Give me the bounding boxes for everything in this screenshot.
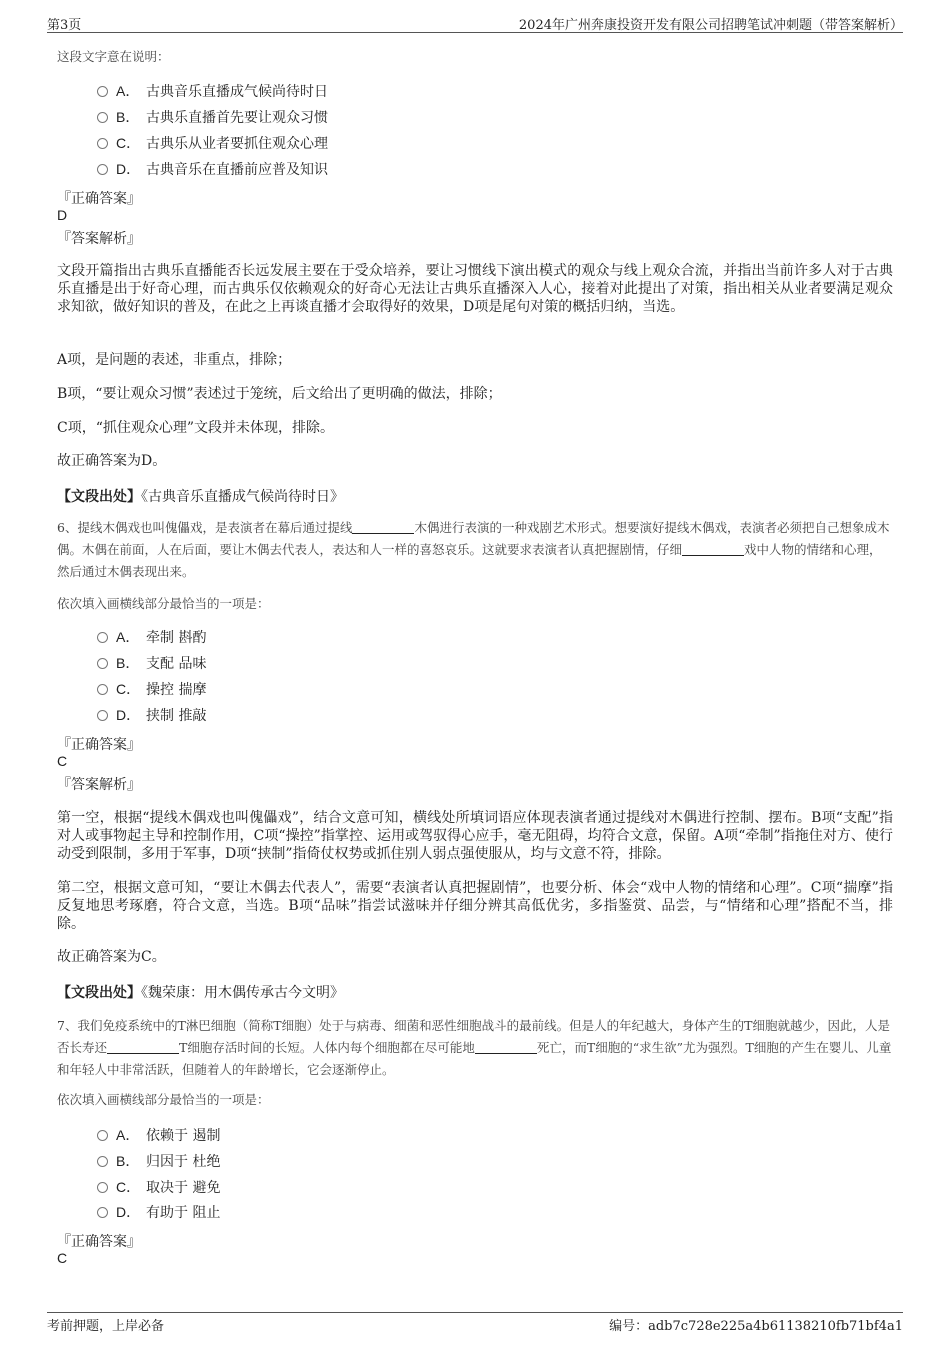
document-id: 编号：adb7c728e225a4b61138210fb71bf4a1 [609, 1319, 903, 1334]
q5-analysis-paragraph: B项，“要让观众习惯”表述过于笼统，后文给出了更明确的做法，排除； [57, 386, 502, 402]
q7-option-c[interactable]: C． 取决于 避免 [97, 1177, 220, 1198]
document-title: 2024年广州奔康投资开发有限公司招聘笔试冲刺题（带答案解析） [518, 18, 903, 33]
q6-analysis-paragraph: 第一空，根据“提线木偶戏也叫傀儡戏”，结合文意可知，横线处所填词语应体现表演者通过提线对木偶进行控制、摆布。B项“支配”指对人或事物起主导和控制作用，C项“操控”指掌控、运用或驾驭得心应手，毫无阻碍，均符合文意，保留。A项“牵制”指拖住对方、使行动受到限制，多用于军事，D项“挟制”指倚仗权势或抓住别人弱点强使服从，均与文意不符，排除。 [57, 810, 893, 862]
page-footer [47, 1312, 903, 1333]
q6-option-d[interactable]: D． 挟制 推敲 [97, 705, 206, 726]
q6-answer-label: 『正确答案』 [57, 737, 141, 753]
q5-option-c[interactable]: C． 古典乐从业者要抓住观众心理 [97, 133, 328, 154]
fill-blank [682, 542, 744, 556]
q5-answer-label: 『正确答案』 [57, 191, 141, 207]
radio-icon[interactable] [97, 112, 108, 123]
q6-source: 【文段出处】《魏荣康：用木偶传承古今文明》 [57, 985, 344, 1001]
q7-stem: 7、我们免疫系统中的T淋巴细胞（简称T细胞）处于与病毒、细菌和恶性细胞战斗的最前线。但是人的年纪越大，身体产生的T细胞就越少，因此，人是否长寿还 T细胞存活时间的长短。人体内每个细胞都在尽可能地 死亡，而T细胞的“求生欲”尤为强烈。T细胞的产生在婴儿、儿童和年轻人中非常活跃，但随着人的年龄增长，它会逐渐停止。 [57, 1018, 892, 1077]
fill-blank [475, 1040, 537, 1054]
fill-blank [107, 1040, 179, 1054]
q5-analysis-paragraph: A项，是问题的表述，非重点，排除； [57, 352, 292, 368]
radio-icon[interactable] [97, 138, 108, 149]
q6-prompt: 依次填入画横线部分最恰当的一项是： [57, 596, 270, 611]
radio-icon[interactable] [97, 1130, 108, 1141]
q7-option-a[interactable]: A． 依赖于 遏制 [97, 1125, 220, 1146]
page-header [47, 12, 903, 33]
radio-icon[interactable] [97, 164, 108, 175]
q5-analysis-paragraph: 故正确答案为D。 [57, 453, 167, 469]
q7-option-d[interactable]: D． 有助于 阻止 [97, 1202, 220, 1223]
q6-analysis-paragraph: 故正确答案为C。 [57, 949, 166, 965]
q7-answer: C [57, 1250, 68, 1266]
radio-icon[interactable] [97, 684, 108, 695]
q5-analysis-label: 『答案解析』 [57, 231, 141, 247]
radio-icon[interactable] [97, 658, 108, 669]
q7-answer-label: 『正确答案』 [57, 1234, 141, 1250]
q6-analysis-label: 『答案解析』 [57, 777, 141, 793]
q5-option-d[interactable]: D． 古典音乐在直播前应普及知识 [97, 159, 328, 180]
q7-option-b[interactable]: B． 归因于 杜绝 [97, 1151, 220, 1172]
radio-icon[interactable] [97, 1182, 108, 1193]
q5-answer: D [57, 207, 68, 223]
q5-prompt: 这段文字意在说明： [57, 49, 170, 64]
radio-icon[interactable] [97, 1156, 108, 1167]
q6-option-b[interactable]: B． 支配 品味 [97, 653, 206, 674]
q5-option-a[interactable]: A． 古典音乐直播成气候尚待时日 [97, 81, 328, 102]
q6-option-a[interactable]: A． 牵制 斟酌 [97, 627, 206, 648]
q6-stem: 6、提线木偶戏也叫傀儡戏，是表演者在幕后通过提线 木偶进行表演的一种戏剧艺术形式。想要演好提线木偶戏，表演者必须把自己想象成木偶。木偶在前面，人在后面，要让木偶去代表人，表达和人一样的喜怒哀乐。这就要求表演者认真把握剧情，仔细 戏中人物的情绪和心理，然后通过木偶表现出来。 [57, 520, 890, 579]
q6-answer: C [57, 753, 68, 769]
radio-icon[interactable] [97, 632, 108, 643]
q7-prompt: 依次填入画横线部分最恰当的一项是： [57, 1092, 270, 1107]
fill-blank [352, 520, 414, 534]
footer-slogan: 考前押题，上岸必备 [47, 1319, 165, 1334]
radio-icon[interactable] [97, 86, 108, 97]
q6-analysis-paragraph: 第二空，根据文意可知，“要让木偶去代表人”，需要“表演者认真把握剧情”，也要分析、体会“戏中人物的情绪和心理”。C项“揣摩”指反复地思考琢磨，符合文意，当选。B项“品味”指尝试滋味并仔细分辨其高低优劣，多指鉴赏、品尝，与“情绪和心理”搭配不当，排除。 [57, 880, 893, 932]
q5-analysis-paragraph: 文段开篇指出古典乐直播能否长远发展主要在于受众培养，要让习惯线下演出模式的观众与线上观众合流，并指出当前许多人对于古典乐直播是出于好奇心理，而古典乐仅依赖观众的好奇心无法让古典乐直播深入人心，接着对此提出了对策，指出相关从业者要满足观众求知欲，做好知识的普及，在此之上再谈直播才会取得好的效果，D项是尾句对策的概括归纳，当选。 [57, 263, 893, 315]
q5-source: 【文段出处】《古典音乐直播成气候尚待时日》 [57, 489, 344, 505]
q5-analysis-paragraph: C项，“抓住观众心理”文段并未体现，排除。 [57, 420, 335, 436]
q6-option-c[interactable]: C． 操控 揣摩 [97, 679, 206, 700]
radio-icon[interactable] [97, 710, 108, 721]
q5-option-b[interactable]: B． 古典乐直播首先要让观众习惯 [97, 107, 328, 128]
radio-icon[interactable] [97, 1207, 108, 1218]
page-number: 第3页 [47, 18, 82, 33]
